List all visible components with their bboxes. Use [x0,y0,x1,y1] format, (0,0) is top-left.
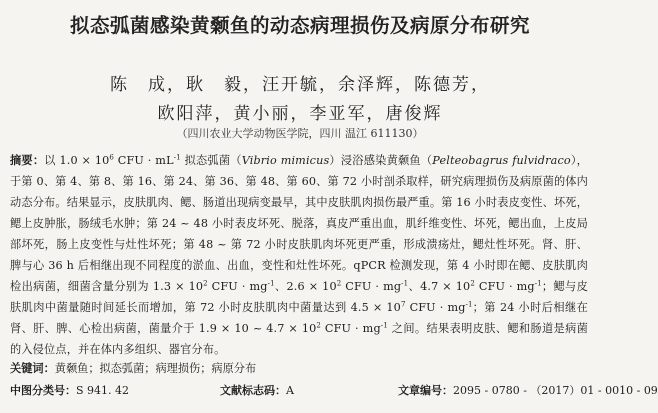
abstract-text-11: ；鳃与皮肤肌肉中菌量随时间延长而增加，第 72 小时皮肤肌肉中菌量达到 4.5 × 10 [10,280,588,314]
abstract-text-14: CFU · mg [321,322,381,335]
abstract-text-4: ）浸浴感染黄颡鱼（ [329,154,433,167]
clc-value: S 941. 42 [76,384,130,397]
abstract-text-7: 、2.6 × 10 [274,280,337,293]
abstract-text-5: ），于第 0、第 4、第 8、第 16、第 24、第 36、第 48、第 60、第 72 小时剖杀取样，研究病理损伤及病原菌的体内动态分布。结果显示，皮肤肌肉、鳃、肠道出现病变最早，其中皮肤肌肉损伤最严重。第 16 小时表皮变性、坏死，鳃上皮肿胀，肠绒毛水肿；第 24 ~ 48 小时表皮坏死、脱落，真皮严重出血，肌纤维变性、坏死，鳃出血，上皮局部坏死，肠上皮变性与灶性坏死；第 48 ~ 第 72 小时皮肤肌肉坏死更严重，形成溃疡灶，鳃灶性坏死。肾、肝、脾与心 36 h 后相继出现不同程度的淤血、出血，变性和灶性坏死。qPCR 检测发现，第 4 小时即在鳃、皮肤肌肉检出病菌，细菌含量分别为 1.3 × 10 [10,154,589,293]
abstract-text-3: 拟态弧菌（ [180,154,242,167]
document-code [220,382,294,398]
article-number [398,382,658,398]
authors-line-2: 欧阳萍，黄小丽，李亚军，唐俊辉 [157,104,443,124]
abstract-text-10: CFU · mg [474,280,535,293]
abstract-sup-13: 2 [316,321,322,330]
species-name-vibrio: Vibrio mimicus [241,154,330,167]
keywords [10,360,588,376]
abstract-text-2: CFU · mL [114,154,174,167]
abstract-sup-2: -1 [173,153,181,162]
abstract-text-6: CFU · mg [207,280,268,293]
species-name-pelteobagrus: Pelteobagrus fulvidraco [432,154,571,167]
clc-label: 中图分类号： [10,384,76,397]
abstract-text-15: 之间。结果表明皮肤、鳃和肠道是病菌的入侵位点，并在体内多组织、器官分布。 [10,322,588,356]
abstract [10,150,588,360]
keywords-text: 黄颡鱼；拟态弧菌；病理损伤；病原分布 [54,362,257,375]
abstract-sup-5: 2 [203,279,208,288]
abstract-text-8: CFU · mg [341,280,402,293]
abstract-sup-7: 2 [336,279,342,288]
abstract-sup-10: -1 [534,279,542,288]
abstract-text-13: ；第 24 小时后相继在肾、肝、脾、心检出病菌，菌量介于 1.9 × 10 ~ 4.7 × 10 [10,301,588,335]
abstract-sup-8: -1 [401,279,409,288]
abstract-sup-9: 2 [470,279,475,288]
keywords-label: 关键词： [10,362,55,375]
abstract-sup-11: 7 [400,300,406,309]
abstract-text-1: 以 1.0 × 10 [44,154,110,167]
abstract-sup-1: 6 [109,153,115,162]
abstract-text-12: CFU · mg [405,301,466,314]
article-number-value: 2095 - 0780 - （2017）01 - 0010 - 09 [453,384,658,397]
abstract-label: 摘要： [10,154,45,167]
abstract-sup-14: -1 [380,321,388,330]
authors-line-1: 陈 成，耿 毅，汪开毓，余泽辉，陈德芳， [110,75,490,95]
affiliation: （四川农业大学动物医学院，四川 温江 611130） [176,127,424,140]
doc-code-label: 文献标志码： [220,384,286,397]
doc-code-value: A [286,384,294,397]
article-metadata [10,382,658,398]
article-number-label: 文章编号： [398,384,453,397]
paper-title: 拟态弧菌感染黄颡鱼的动态病理损伤及病原分布研究 [69,14,530,37]
abstract-sup-12: -1 [465,300,473,309]
abstract-text-9: 、4.7 × 10 [408,280,471,293]
abstract-sup-6: -1 [267,279,275,288]
clc-number [10,382,129,398]
